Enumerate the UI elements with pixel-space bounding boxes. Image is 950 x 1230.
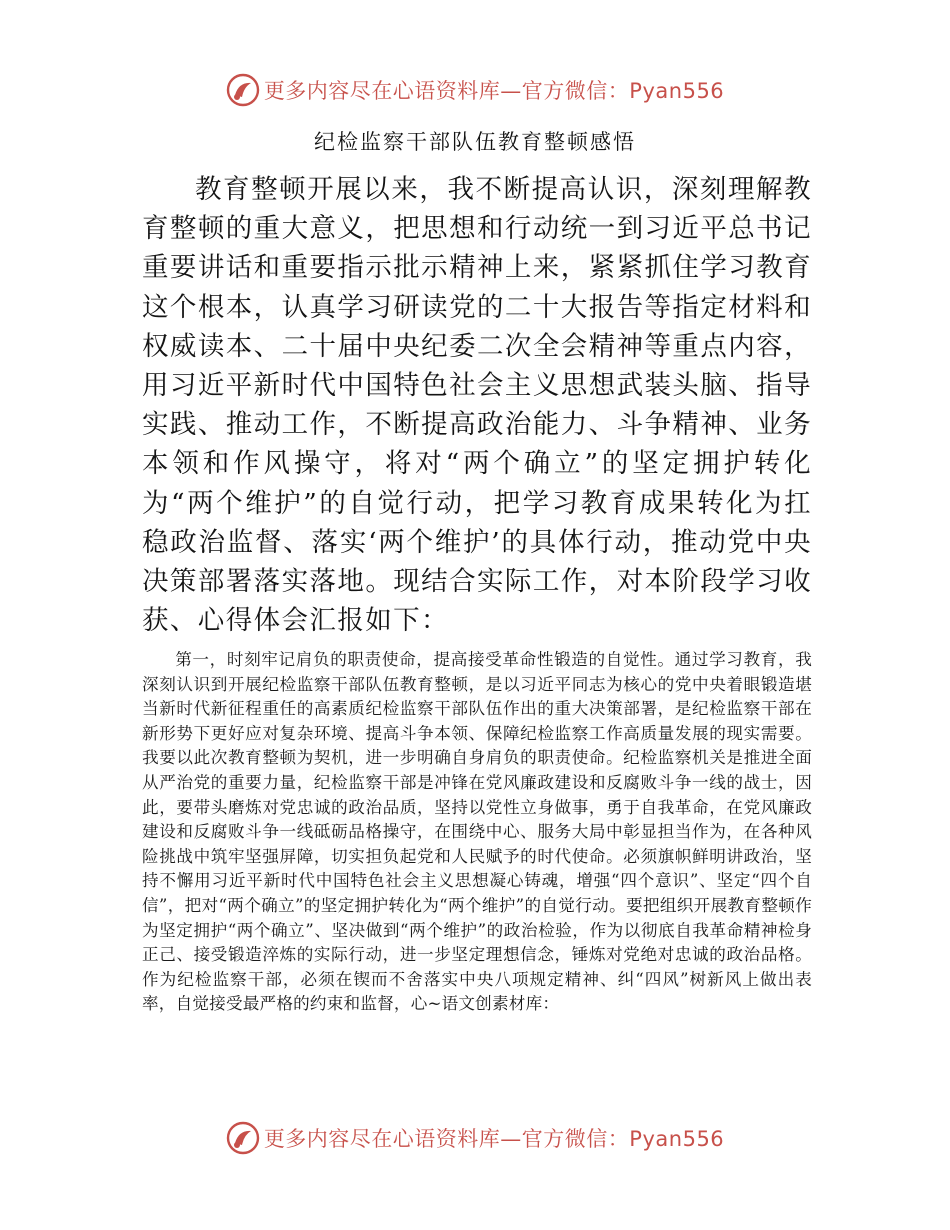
brand-logo-icon bbox=[226, 1121, 260, 1155]
header-banner bbox=[0, 70, 950, 110]
header-banner-text: 更多内容尽在心语资料库—官方微信：Pyan556 bbox=[263, 79, 725, 103]
footer-banner-text: 更多内容尽在心语资料库—官方微信：Pyan556 bbox=[263, 1127, 725, 1151]
brand-logo-icon bbox=[226, 73, 260, 107]
footer-banner bbox=[0, 1118, 950, 1158]
document-title: 纪检监察干部队伍教育整顿感悟 bbox=[314, 130, 636, 154]
body-paragraph: 第一，时刻牢记肩负的职责使命，提高接受革命性锻造的自觉性。通过学习教育，我深刻认识到开展纪检监察干部队伍教育整顿，是以习近平同志为核心的党中央着眼锻造堪当新时代新征程重任的高素质纪检监察干部队伍作出的重大决策部署，是纪检监察干部在新形势下更好应对复杂环境、提高斗争本领、保障纪检监察工作高质量发展的现实需要。我要以此次教育整顿为契机，进一步明确自身肩负的职责使命。纪检监察机关是推进全面从严治党的重要力量，纪检监察干部是冲锋在党风廉政建设和反腐败斗争一线的战士，因此，要带头磨炼对党忠诚的政治品质，坚持以党性立身做事，勇于自我革命，在党风廉政建设和反腐败斗争一线砥砺品格操守，在围绕中心、服务大局中彰显担当作为，在各种风险挑战中筑牢坚强屏障，切实担负起党和人民赋予的时代使命。必须旗帜鲜明讲政治，坚持不懈用习近平新时代中国特色社会主义思想凝心铸魂，增强“四个意识”、坚定“四个自信”，把对“两个确立”的坚定拥护转化为“两个维护”的自觉行动。要把组织开展教育整顿作为坚定拥护“两个确立”、坚决做到“两个维护”的政治检验，作为以彻底自我革命精神检身正己、接受锻造淬炼的实际行动，进一步坚定理想信念，锤炼对党绝对忠诚的政治品格。作为纪检监察干部，必须在锲而不舍落实中央八项规定精神、纠“四风”树新风上做出表率，自觉接受最严格的约束和监督，心~语文创素材库： bbox=[142, 650, 812, 1014]
intro-paragraph: 教育整顿开展以来，我不断提高认识，深刻理解教育整顿的重大意义，把思想和行动统一到习近平总书记重要讲话和重要指示批示精神上来，紧紧抓住学习教育这个根本，认真学习研读党的二十大报告等指定材料和权威读本、二十届中央纪委二次全会精神等重点内容，用习近平新时代中国特色社会主义思想武装头脑、指导实践、推动工作，不断提高政治能力、斗争精神、业务本领和作风操守，将对“两个确立”的坚定拥护转化为“两个维护”的自觉行动，把学习教育成果转化为扛稳政治监督、落实‘两个维护’的具体行动，推动党中央决策部署落实落地。现结合实际工作，对本阶段学习收获、心得体会汇报如下： bbox=[142, 174, 812, 637]
